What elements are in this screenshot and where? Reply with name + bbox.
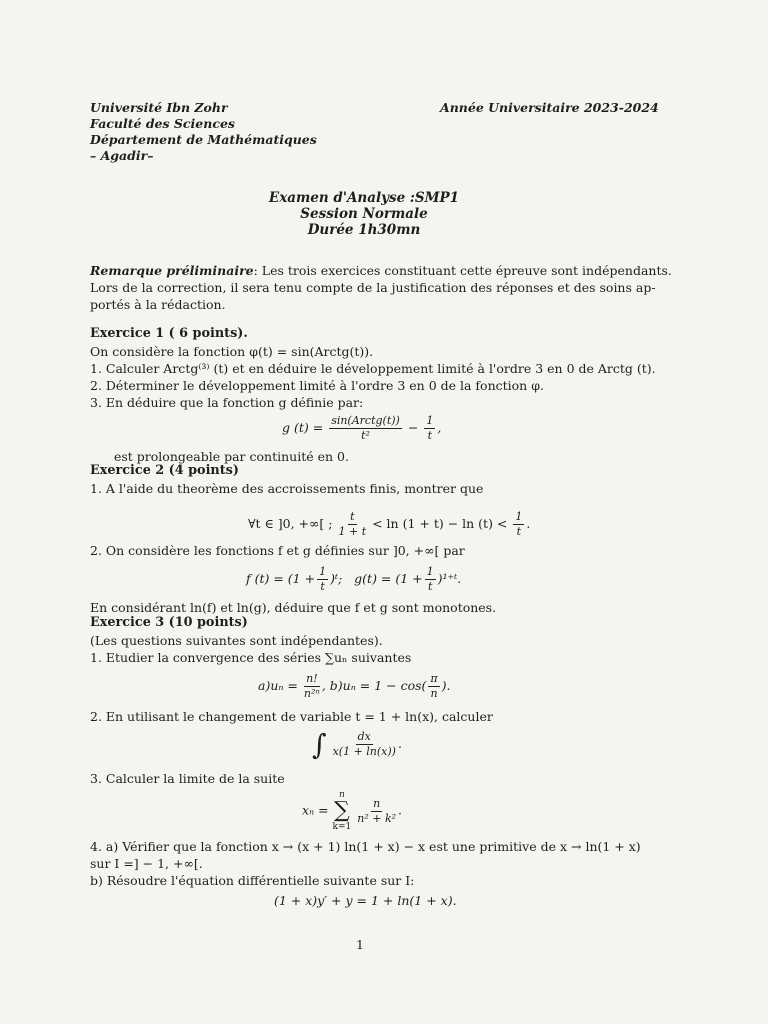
eq-end: . [397, 736, 402, 751]
eq-f: f (t) = (1 + [246, 571, 316, 586]
fraction [304, 672, 320, 701]
exercise-1-q3: 3. En déduire que la fonction g définie par: [90, 395, 364, 410]
faculty-name: Faculté des Sciences [90, 116, 235, 131]
denominator: n² + k² [357, 811, 397, 825]
remark-line-1 [90, 262, 672, 279]
equation-sum [302, 790, 402, 832]
exam-title: Examen d'Analyse :SMP1 [268, 190, 460, 206]
eq-g-end: )¹⁺ᵗ. [437, 571, 462, 586]
eq-end: . [526, 516, 531, 531]
eq-f-end: )ᵗ; [330, 571, 343, 586]
numerator: dx [357, 730, 371, 743]
denominator: 1 + t [338, 525, 367, 538]
eq-lhs: ∀t ∈ ]0, +∞[ ; [248, 516, 333, 531]
exercise-1-title: Exercice 1 ( 6 points). [90, 326, 248, 341]
exercise-3-note: (Les questions suivantes sont indépendantes). [90, 633, 383, 648]
exercise-3-q3: 3. Calculer la limite de la suite [90, 771, 285, 786]
equation-series [258, 672, 451, 701]
exercise-1-q2: 2. Déterminer le développement limité à l'ordre 3 en 0 de la fonction φ. [90, 378, 544, 393]
numerator: 1 [426, 565, 434, 578]
fraction [513, 510, 524, 539]
academic-year: Année Universitaire 2023-2024 [440, 100, 659, 115]
remark-text: : Les trois exercices constituant cette épreuve sont indépendants. [253, 263, 672, 278]
remark-line-2: Lors de la correction, il sera tenu compte de la justification des réponses et des soins ap- [90, 280, 656, 295]
department-name: Département de Mathématiques [90, 132, 317, 147]
numerator: n [373, 796, 381, 810]
exercise-2-q1: 1. A l'aide du theorème des accroissements finis, montrer que [90, 481, 484, 496]
numerator: 1 [426, 414, 434, 427]
exercise-3-q2: 2. En utilisant le changement de variable t = 1 + ln(x), calculer [90, 709, 493, 724]
denominator: n [430, 687, 438, 700]
session-label: Session Normale [300, 206, 428, 222]
fraction [357, 797, 396, 826]
eq-b: , b)uₙ = 1 − cos( [321, 678, 427, 693]
fraction [424, 414, 435, 443]
denominator: x(1 + ln(x)) [332, 745, 396, 758]
sum-top: n [339, 790, 345, 800]
numerator: 1 [515, 510, 523, 523]
exercise-2-title: Exercice 2 (4 points) [90, 463, 239, 478]
fraction [329, 414, 402, 443]
exercise-3-q4b: b) Résoudre l'équation différentielle suivante sur I: [90, 873, 415, 888]
denominator: t [320, 580, 325, 593]
exercise-3-q1: 1. Etudier la convergence des séries ∑uₙ suivantes [90, 650, 412, 665]
denominator: n²ⁿ [303, 687, 320, 700]
equation-differential: (1 + x)y′ + y = 1 + ln(1 + x). [274, 893, 457, 908]
numerator: t [350, 510, 355, 523]
denominator: t² [361, 429, 370, 442]
exercise-1-intro: On considère la fonction φ(t) = sin(Arctg(t)). [90, 344, 374, 359]
eq-mid: < ln (1 + t) − ln (t) < [372, 516, 508, 531]
minus: − [407, 420, 419, 435]
sum-sign: ∑ [334, 798, 350, 823]
equation-g [282, 414, 441, 443]
eq-a: a)uₙ = [258, 678, 298, 693]
fraction [425, 565, 436, 594]
numerator: n! [306, 672, 318, 685]
exercise-2-q2: 2. On considère les fonctions f et g définies sur ]0, +∞[ par [90, 543, 465, 558]
sum-block [333, 790, 352, 832]
fraction [333, 730, 396, 759]
eq-end: , [437, 420, 442, 435]
equation-f-g [246, 565, 461, 594]
fraction [338, 510, 366, 539]
exercise-1-q1: 1. Calculer Arctg⁽³⁾ (t) et en déduire le développement limité à l'ordre 3 en 0 de Arctg (t). [90, 361, 656, 376]
numerator: 1 [319, 565, 327, 578]
fraction [317, 565, 328, 594]
duration-label: Durée 1h30mn [307, 222, 421, 238]
numerator: sin(Arctg(t)) [331, 414, 400, 427]
eq-lhs: xₙ = [302, 802, 329, 818]
exercise-3-q4a-line2: sur I =] − 1, +∞[. [90, 856, 203, 871]
fraction [428, 672, 439, 701]
eq-lhs: g (t) = [282, 420, 324, 435]
eq-b-end: ). [441, 678, 451, 693]
exercise-3-q4a: 4. a) Vérifier que la fonction x → (x + 1) ln(1 + x) − x est une primitive de x → ln(1 + x) [90, 839, 641, 854]
city-name: – Agadir– [90, 148, 154, 163]
numerator: π [430, 672, 438, 685]
page-number: 1 [356, 937, 364, 952]
denominator: t [516, 525, 522, 538]
equation-inequality [248, 510, 530, 539]
exercise-1-tail: est prolongeable par continuité en 0. [114, 449, 349, 464]
denominator: t [427, 429, 433, 442]
exercise-3-title: Exercice 3 (10 points) [90, 615, 248, 630]
integral-sign: ∫ [312, 728, 327, 761]
equation-integral [312, 728, 402, 761]
exercise-2-tail: En considérant ln(f) et ln(g), déduire que f et g sont monotones. [90, 600, 497, 615]
eq-g: g(t) = (1 + [354, 571, 423, 586]
remark-line-3: portés à la rédaction. [90, 297, 226, 312]
denominator: t [427, 580, 433, 593]
sum-bottom: k=1 [332, 822, 352, 832]
remark-label: Remarque préliminaire [90, 263, 254, 278]
eq-end: . [398, 802, 403, 818]
university-name: Université Ibn Zohr [90, 100, 228, 115]
